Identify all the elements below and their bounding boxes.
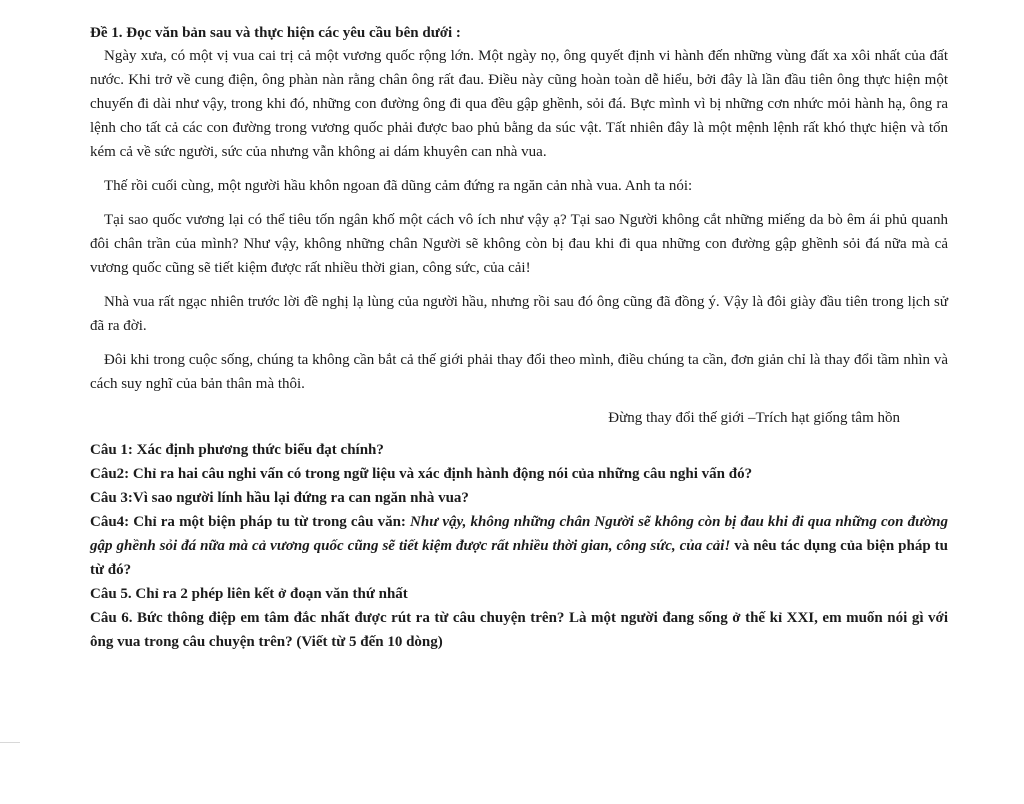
question-2: Câu2: Chỉ ra hai câu nghi vấn có trong ngữ liệu và xác định hành động nói của những câu nghi vấn đó? bbox=[90, 466, 753, 482]
question-4 bbox=[90, 510, 948, 582]
story-paragraph-4: Nhà vua rất ngạc nhiên trước lời đề nghị lạ lùng của người hầu, nhưng rồi sau đó ông cũng đã đồng ý. Vậy là đôi giày đầu tiên trong lịch sử đã ra đời. bbox=[90, 294, 948, 334]
document-page bbox=[90, 22, 948, 654]
question-1: Câu 1: Xác định phương thức biểu đạt chính? bbox=[90, 442, 384, 458]
story-paragraph-2: Thế rồi cuối cùng, một người hầu khôn ngoan đã dũng cảm đứng ra ngăn cản nhà vua. Anh ta nói: bbox=[104, 178, 693, 194]
question-4-prefix: Câu4: Chỉ ra một biện pháp tu từ trong câu văn: bbox=[90, 514, 411, 530]
story-paragraph-1: Ngày xưa, có một vị vua cai trị cả một vương quốc rộng lớn. Một ngày nọ, ông quyết định vi hành đến những vùng đất xa xôi nhất của đất nước. Khi trở về cung điện, ông phàn nàn rằng chân ông rất đau. Điều này cũng hoàn toàn dễ hiểu, bởi đây là lần đầu tiên ông thực hiện một chuyến đi dài như vậy, trong khi đó, những con đường ông đi qua đều gập ghềnh, sỏi đá. Bực mình vì bị những cơn nhức mỏi hành hạ, ông ra lệnh cho tất cả các con đường trong vương quốc phải được bao phủ bằng da súc vật. Tất nhiên đây là một mệnh lệnh rất khó thực hiện và tốn kém cả về sức người, sức của nhưng vẫn không ai dám khuyên can nhà vua. bbox=[90, 48, 948, 160]
question-6: Câu 6. Bức thông điệp em tâm đắc nhất được rút ra từ câu chuyện trên? Là một người đang sống ở thế kỉ XXI, em muốn nói gì với ông vua trong câu chuyện trên? (Viết từ 5 đến 10 dòng) bbox=[90, 610, 948, 650]
source-citation: Đừng thay đổi thế giới –Trích hạt giống tâm hồn bbox=[608, 410, 900, 426]
question-4-suffix: và nêu tác dụng của biện pháp tu từ đó? bbox=[90, 538, 948, 578]
question-3: Câu 3:Vì sao người lính hầu lại đứng ra can ngăn nhà vua? bbox=[90, 490, 469, 506]
story-paragraph-5: Đôi khi trong cuộc sống, chúng ta không cần bắt cả thế giới phải thay đổi theo mình, điều chúng ta cần, đơn giản chỉ là thay đổi tầm nhìn và cách suy nghĩ của bản thân mà thôi. bbox=[90, 352, 948, 392]
exam-heading: Đề 1. Đọc văn bản sau và thực hiện các yêu cầu bên dưới : bbox=[90, 25, 461, 41]
page-edge-divider bbox=[0, 742, 20, 743]
question-list bbox=[90, 438, 948, 654]
question-5: Câu 5. Chỉ ra 2 phép liên kết ở đoạn văn thứ nhất bbox=[90, 586, 408, 602]
story-paragraph-3: Tại sao quốc vương lại có thể tiêu tốn ngân khố một cách vô ích như vậy ạ? Tại sao Người không cắt những miếng da bò êm ái phủ quanh đôi chân trần của mình? Như vậy, không những chân Người sẽ không còn bị đau khi đi qua những con đường gập ghềnh sỏi đá nữa mà cả vương quốc cũng sẽ tiết kiệm được rất nhiều thời gian, công sức, của cải! bbox=[90, 212, 948, 276]
question-4-quote: Như vậy, không những chân Người sẽ không còn bị đau khi đi qua những con đường gập ghềnh sỏi đá nữa mà cả vương quốc cũng sẽ tiết kiệm được rất nhiều thời gian, công sức, của cải! bbox=[90, 514, 948, 554]
